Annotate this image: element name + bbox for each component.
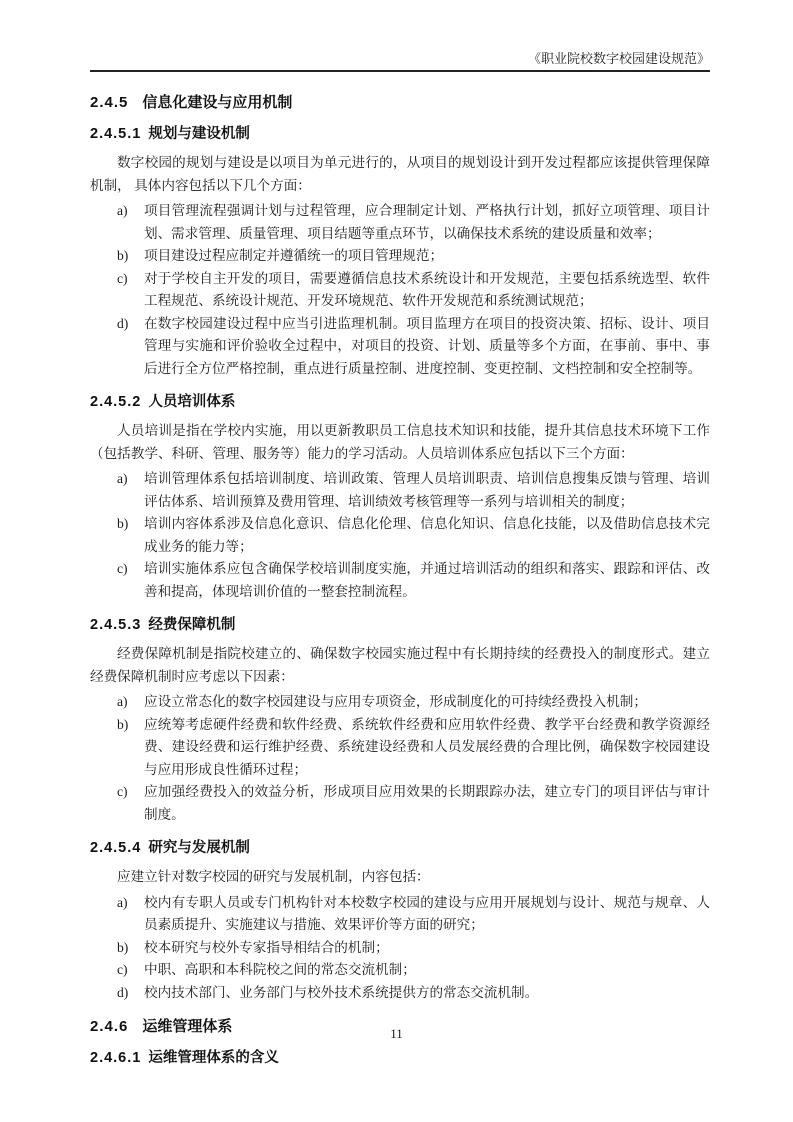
list-marker: c) [117, 561, 128, 576]
list-item [90, 937, 710, 960]
alpha-list [90, 468, 710, 603]
list-marker: a) [117, 471, 128, 486]
paragraph: 数字校园的规划与建设是以项目为单元进行的，从项目的规划设计到开发过程都应该提供管理保障机制， 具体内容包括以下几个方面： [90, 155, 710, 193]
document-body [90, 86, 710, 1067]
list-item [90, 558, 710, 603]
subsection-title: 运维管理体系的含义 [148, 1050, 279, 1066]
section-title: 信息化建设与应用机制 [142, 94, 293, 111]
list-item-text: 对于学校自主开发的项目，需要遵循信息技术系统设计和开发规范，主要包括系统选型、软件工程规范、系统设计规范、开发环境规范、软件开发规范和系统测试规范； [144, 270, 710, 308]
list-item [90, 268, 710, 313]
subsection-heading-2-4-5-2 [90, 393, 710, 411]
list-marker: a) [117, 894, 128, 910]
subsection-heading-2-4-5-4 [90, 839, 710, 857]
list-item-text: 在数字校园建设过程中应当引进监理机制。项目监理方在项目的投资决策、招标、设计、项目管理与实施和评价验收全过程中，对项目的投资、计划、质量等多个方面，在事前、事中、事后进行全方位严格控制，重点进行质量控制、进度控制、变更控制、文档控制和安全控制等。 [144, 315, 710, 376]
list-item-text: 校内技术部门、业务部门与校外技术系统提供方的常态交流机制。 [144, 984, 539, 1000]
list-item [90, 200, 710, 245]
list-marker: c) [117, 962, 128, 977]
list-item [90, 781, 710, 826]
list-marker: b) [117, 716, 129, 732]
subsection-number: 2.4.6.1 [90, 1050, 142, 1066]
paragraph: 人员培训是指在学校内实施，用以更新教职员工信息技术知识和技能，提升其信息技术环境下工作（包括教学、科研、管理、服务等）能力的学习活动。人员培训体系应包括以下三个方面： [90, 423, 710, 461]
subsection-number: 2.4.5.4 [90, 840, 142, 856]
list-item [90, 959, 710, 982]
page-number: 11 [390, 1026, 403, 1041]
subsection-title: 人员培训体系 [148, 394, 236, 410]
section-title: 运维管理体系 [142, 1018, 233, 1035]
list-marker: b) [117, 516, 129, 531]
subsection-heading-2-4-5-3 [90, 616, 710, 634]
list-item [90, 468, 710, 513]
list-marker: c) [117, 270, 128, 286]
list-item [90, 714, 710, 782]
paragraph: 应建立针对数字校园的研究与发展机制，内容包括： [117, 869, 430, 884]
subsection-title: 经费保障机制 [148, 617, 236, 633]
subsection-number: 2.4.5.2 [90, 394, 142, 410]
list-item-text: 培训管理体系包括培训制度、培训政策、管理人员培训职责、培训信息搜集反馈与管理、培训评估体系、培训预算及费用管理、培训绩效考核管理等一系列与培训相关的制度； [144, 471, 710, 509]
list-item-text: 培训实施体系应包含确保学校培训制度实施，并通过培训活动的组织和落实、跟踪和评估、改善和提高，体现培训价值的一整套控制流程。 [144, 561, 710, 599]
alpha-list [90, 200, 710, 380]
list-item-text: 项目建设过程应制定并遵循统一的项目管理规范； [144, 248, 444, 263]
list-marker: d) [117, 984, 129, 1000]
list-item-text: 项目管理流程强调计划与过程管理，应合理制定计划、严格执行计划，抓好立项管理、项目计划、需求管理、质量管理、项目结题等重点环节，以确保技术系统的建设质量和效率； [144, 203, 710, 241]
list-marker: b) [117, 248, 129, 263]
subsection-heading-2-4-6-1 [90, 1049, 710, 1067]
list-item [90, 245, 710, 268]
list-item [90, 691, 710, 714]
section-heading-2-4-5 [90, 93, 710, 112]
section-number: 2.4.5 [90, 94, 129, 111]
subsection-heading-2-4-5-1 [90, 125, 710, 143]
list-item [90, 313, 710, 381]
subsection-title: 研究与发展机制 [148, 840, 250, 856]
list-marker: d) [117, 315, 129, 331]
list-marker: a) [117, 694, 128, 709]
list-marker: b) [117, 939, 129, 955]
subsection-number: 2.4.5.1 [90, 126, 142, 142]
list-item-text: 应加强经费投入的效益分析，形成项目应用效果的长期跟踪办法，建立专门的项目评估与审计制度。 [144, 784, 710, 822]
list-item-text: 培训内容体系涉及信息化意识、信息化伦理、信息化知识、信息化技能，以及借助信息技术完成业务的能力等； [144, 516, 710, 554]
running-header-title: 《职业院校数字校园建设规范》 [527, 51, 710, 66]
alpha-list [90, 892, 710, 1005]
subsection-title: 规划与建设机制 [148, 126, 250, 142]
subsection-number: 2.4.5.3 [90, 617, 142, 633]
list-marker: c) [117, 784, 128, 799]
list-item-text: 应设立常态化的数字校园建设与应用专项资金，形成制度化的可持续经费投入机制； [144, 694, 647, 709]
paragraph: 经费保障机制是指院校建立的、确保数字校园实施过程中有长期持续的经费投入的制度形式。建立经费保障机制时应考虑以下因素： [90, 646, 710, 684]
list-item-text: 校内有专职人员或专门机构针对本校数字校园的建设与应用开展规划与设计、规范与规章、人员素质提升、实施建议与措施、效果评价等方面的研究； [144, 894, 710, 932]
list-item [90, 513, 710, 558]
list-marker: a) [117, 203, 128, 218]
section-number: 2.4.6 [90, 1018, 129, 1035]
list-item-text: 校本研究与校外专家指导相结合的机制； [144, 939, 389, 955]
header-rule [90, 70, 710, 72]
list-item-text: 中职、高职和本科院校之间的常态交流机制； [144, 962, 416, 977]
list-item-text: 应统筹考虑硬件经费和软件经费、系统软件经费和应用软件经费、教学平台经费和教学资源经费、建设经费和运行维护经费、系统建设经费和人员发展经费的合理比例，确保数字校园建设与应用形成良性循环过程； [144, 716, 710, 777]
alpha-list [90, 691, 710, 826]
list-item [90, 982, 710, 1005]
list-item [90, 892, 710, 937]
